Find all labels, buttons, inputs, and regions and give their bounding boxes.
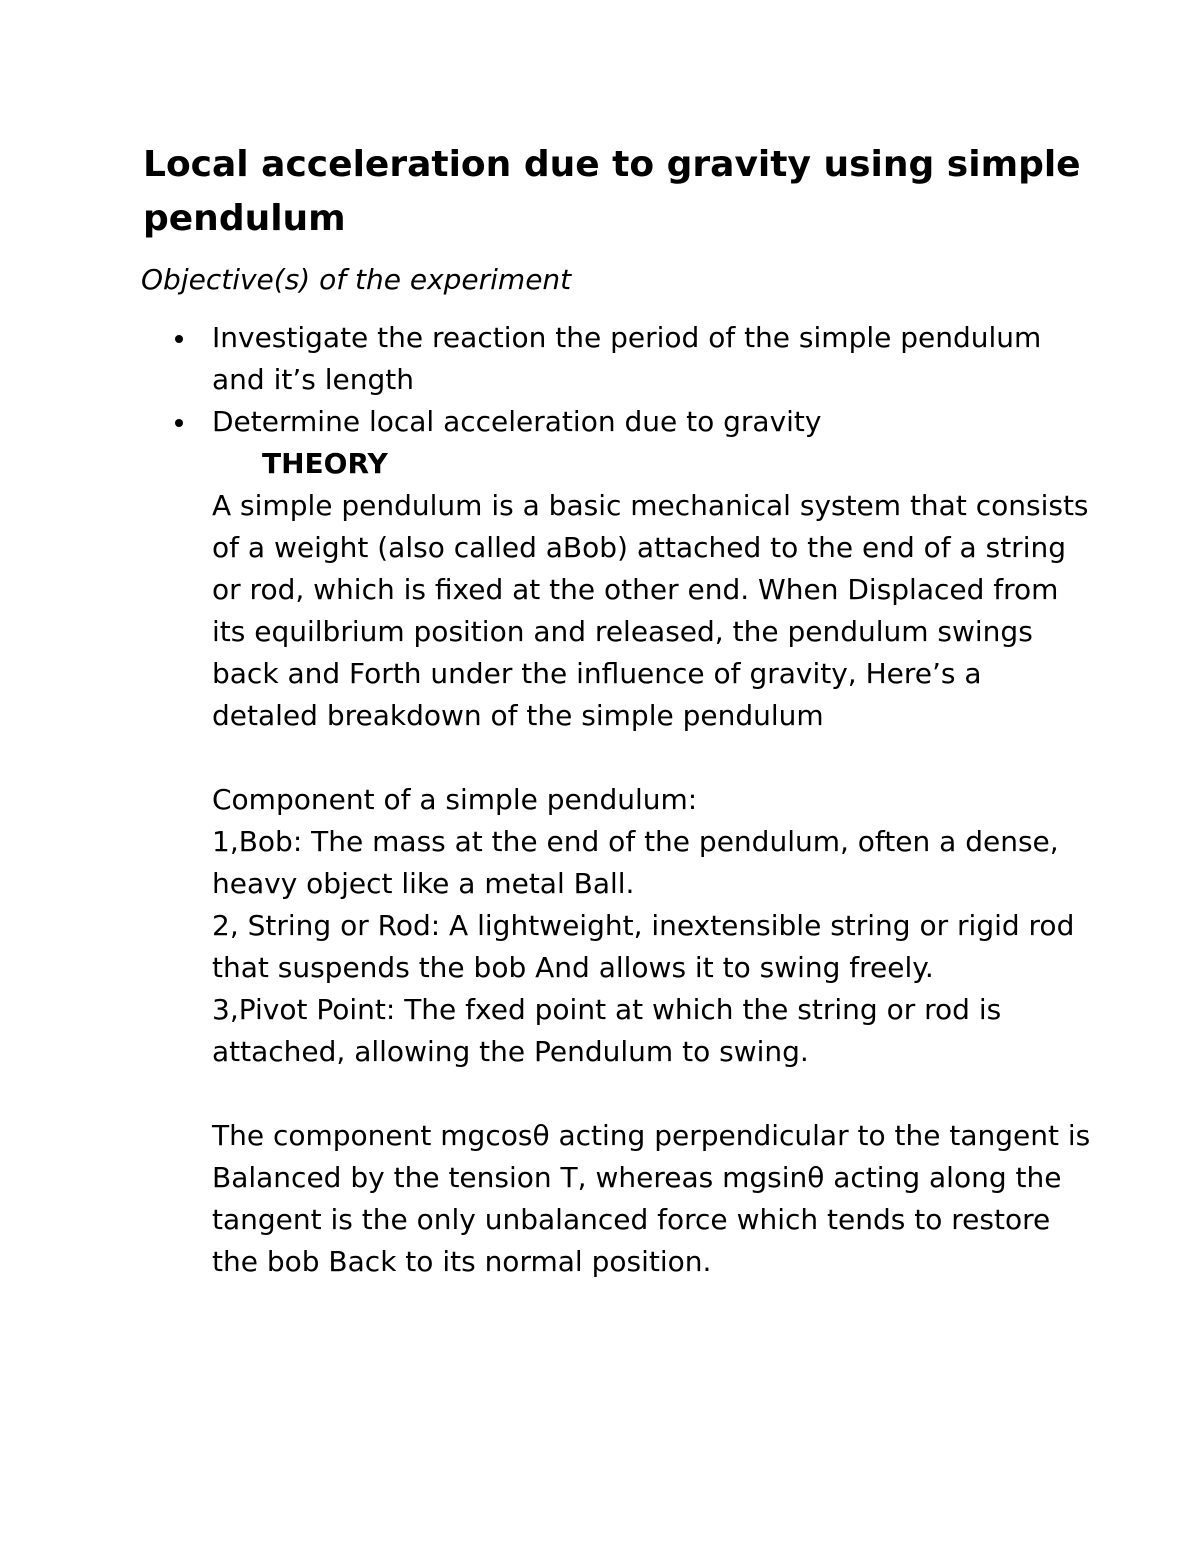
objective-heading: Objective(s) of the experiment — [141, 263, 572, 296]
document-title: Local acceleration due to gravity using simple pendulum — [143, 144, 1081, 239]
theory-section — [212, 443, 1092, 1283]
component-item: 1,Bob: The mass at the end of the pendulum, often a dense, heavy object like a metal Ball. — [212, 825, 1059, 900]
force-paragraph-1: The component mgcosθ acting perpendicular to the tangent is — [212, 1119, 1091, 1152]
theory-intro: A simple pendulum is a basic mechanical system that consists of a weight (also called aBob) attached to the end of a string or rod, which is fixed at the other end. When Displaced from its equilbrium position and released, the pendulum swings back and Forth under the influence of gravity, Here’s a detaled breakdown of the simple pendulum — [212, 489, 1089, 732]
objective-item — [212, 317, 1092, 401]
objectives-list — [212, 317, 1092, 443]
component-item: 3,Pivot Point: The fxed point at which the string or rod is attached, allowing the Pendulum to swing. — [212, 993, 1002, 1068]
objective-item — [212, 401, 1092, 443]
components-heading: Component of a simple pendulum: — [212, 783, 698, 816]
paragraph-gap — [212, 1073, 1092, 1115]
bullet-icon — [175, 335, 183, 343]
theory-heading: THEORY — [262, 447, 388, 480]
bullet-icon — [175, 419, 183, 427]
objective-text: Determine local acceleration due to gravity — [212, 405, 822, 438]
component-item: 2, String or Rod: A lightweight, inextensible string or rigid rod that suspends the bob And allows it to swing freely. — [212, 909, 1075, 984]
paragraph-gap — [212, 737, 1092, 779]
force-paragraph-2: Balanced by the tension T, whereas mgsinθ acting along the tangent is the only unbalanced force which tends to restore the bob Back to its normal position. — [212, 1161, 1062, 1278]
objective-text: Investigate the reaction the period of the simple pendulum and it’s length — [212, 321, 1042, 396]
